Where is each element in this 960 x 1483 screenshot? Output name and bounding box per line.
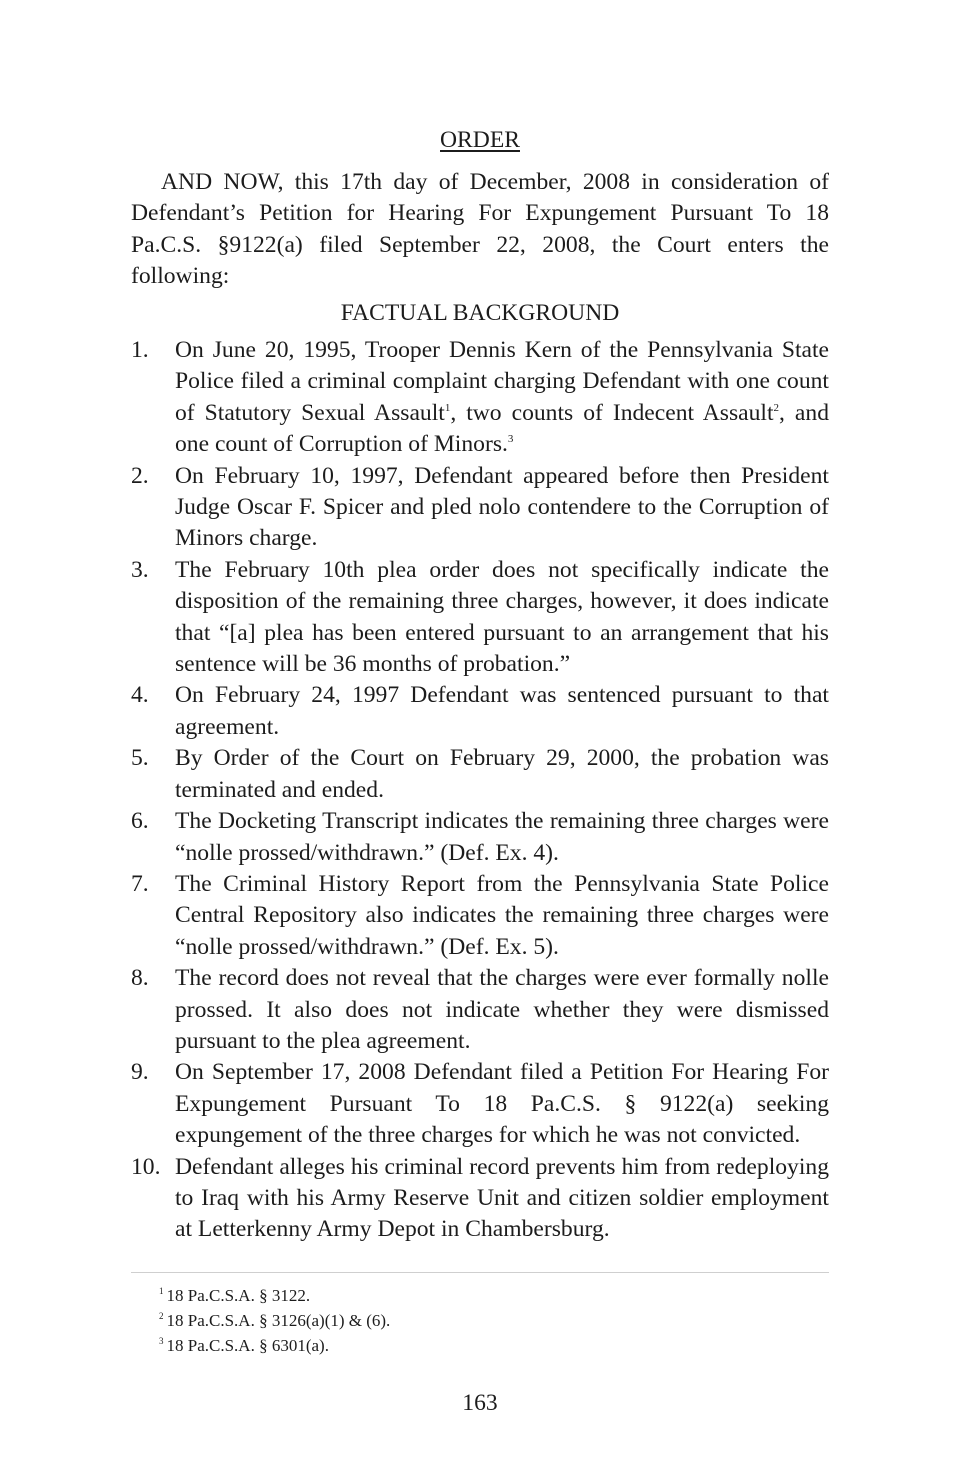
- list-item: [131, 555, 829, 681]
- footnote: [159, 1283, 390, 1308]
- item-text: The Docketing Transcript indicates the remaining three charges were “nolle prossed/withdrawn.” (Def. Ex. 4).: [175, 808, 829, 866]
- list-item: [131, 680, 829, 743]
- item-text-part: On June 20, 1995, Trooper Dennis Kern of the Pennsylvania State Police filed a criminal complaint charging Defendant with one count of Statutory Sexual Assault: [175, 337, 829, 426]
- order-title: ORDER: [440, 127, 520, 153]
- item-number: 8.: [131, 965, 149, 992]
- footnote-mark: 1: [159, 1286, 164, 1296]
- item-text: The Criminal History Report from the Pennsylvania State Police Central Repository also indicates the remaining three charges were “nolle prossed/withdrawn.” (Def. Ex. 5).: [175, 870, 829, 960]
- footnote: [159, 1333, 390, 1358]
- item-text: [175, 335, 829, 461]
- item-text-part: , and one count of Corruption of Minors.: [175, 399, 829, 458]
- order-intro-paragraph: AND NOW, this 17th day of December, 2008 in consideration of Defendant’s Petition for Hearing For Expungement Pursuant To 18 Pa.C.S. §9122(a) filed September 22, 2008, the Court enters the following:: [131, 169, 829, 290]
- item-number: 9.: [131, 1059, 149, 1086]
- footnote-mark: 3: [159, 1336, 164, 1346]
- item-number: 4.: [131, 682, 149, 709]
- item-text: The February 10th plea order does not specifically indicate the disposition of the remaining three charges, however, it does indicate that “[a] plea has been entered pursuant to an arrangement that his sentence will be 36 months of probation.”: [175, 556, 829, 678]
- item-text-part: , two counts of Indecent Assault: [450, 399, 774, 426]
- list-item: [131, 1152, 829, 1246]
- footnote-divider: [131, 1272, 829, 1273]
- factual-background-list: [131, 335, 829, 1246]
- footnote-text: 18 Pa.C.S.A. § 6301(a).: [166, 1336, 329, 1355]
- list-item: [131, 963, 829, 1057]
- item-number: 7.: [131, 870, 149, 897]
- list-item: [131, 869, 829, 963]
- item-text: On September 17, 2008 Defendant filed a Petition For Hearing For Expungement Pursuant To 18 Pa.C.S. § 9122(a) seeking expungement of the three charges for which he was not convicted.: [175, 1059, 829, 1149]
- list-item: [131, 743, 829, 806]
- list-item: [131, 461, 829, 555]
- item-text: The record does not reveal that the charges were ever formally nolle prossed. It also does not indicate whether they were dismissed pursuant to the plea agreement.: [175, 965, 829, 1054]
- item-number: 2.: [131, 462, 149, 489]
- footnote: [159, 1308, 390, 1333]
- footnote-mark: 2: [159, 1311, 164, 1321]
- item-text: By Order of the Court on February 29, 2000, the probation was terminated and ended.: [175, 745, 829, 803]
- item-text: On February 10, 1997, Defendant appeared before then President Judge Oscar F. Spicer and pled nolo contendere to the Corruption of Minors charge.: [175, 462, 829, 552]
- footnote-ref: 2: [773, 401, 780, 414]
- item-text: Defendant alleges his criminal record prevents him from redeploying to Iraq with his Army Reserve Unit and citizen soldier employment at Letterkenny Army Depot in Chambersburg.: [175, 1153, 829, 1243]
- list-item: [131, 1057, 829, 1151]
- item-number: 10.: [131, 1153, 161, 1180]
- item-number: 5.: [131, 745, 149, 772]
- footnote-text: 18 Pa.C.S.A. § 3122.: [166, 1286, 311, 1305]
- footnote-ref: 1: [444, 401, 451, 414]
- page-number: 163: [462, 1390, 498, 1416]
- list-item: [131, 335, 829, 461]
- factual-background-heading: FACTUAL BACKGROUND: [340, 300, 620, 326]
- footnote-text: 18 Pa.C.S.A. § 3126(a)(1) & (6).: [166, 1311, 391, 1330]
- footnotes: [159, 1283, 390, 1358]
- list-item: [131, 806, 829, 869]
- item-number: 6.: [131, 808, 149, 835]
- item-number: 1.: [131, 337, 149, 363]
- item-number: 3.: [131, 556, 149, 583]
- footnote-ref: 3: [507, 433, 514, 446]
- item-text: On February 24, 1997 Defendant was sentenced pursuant to that agreement.: [175, 682, 829, 740]
